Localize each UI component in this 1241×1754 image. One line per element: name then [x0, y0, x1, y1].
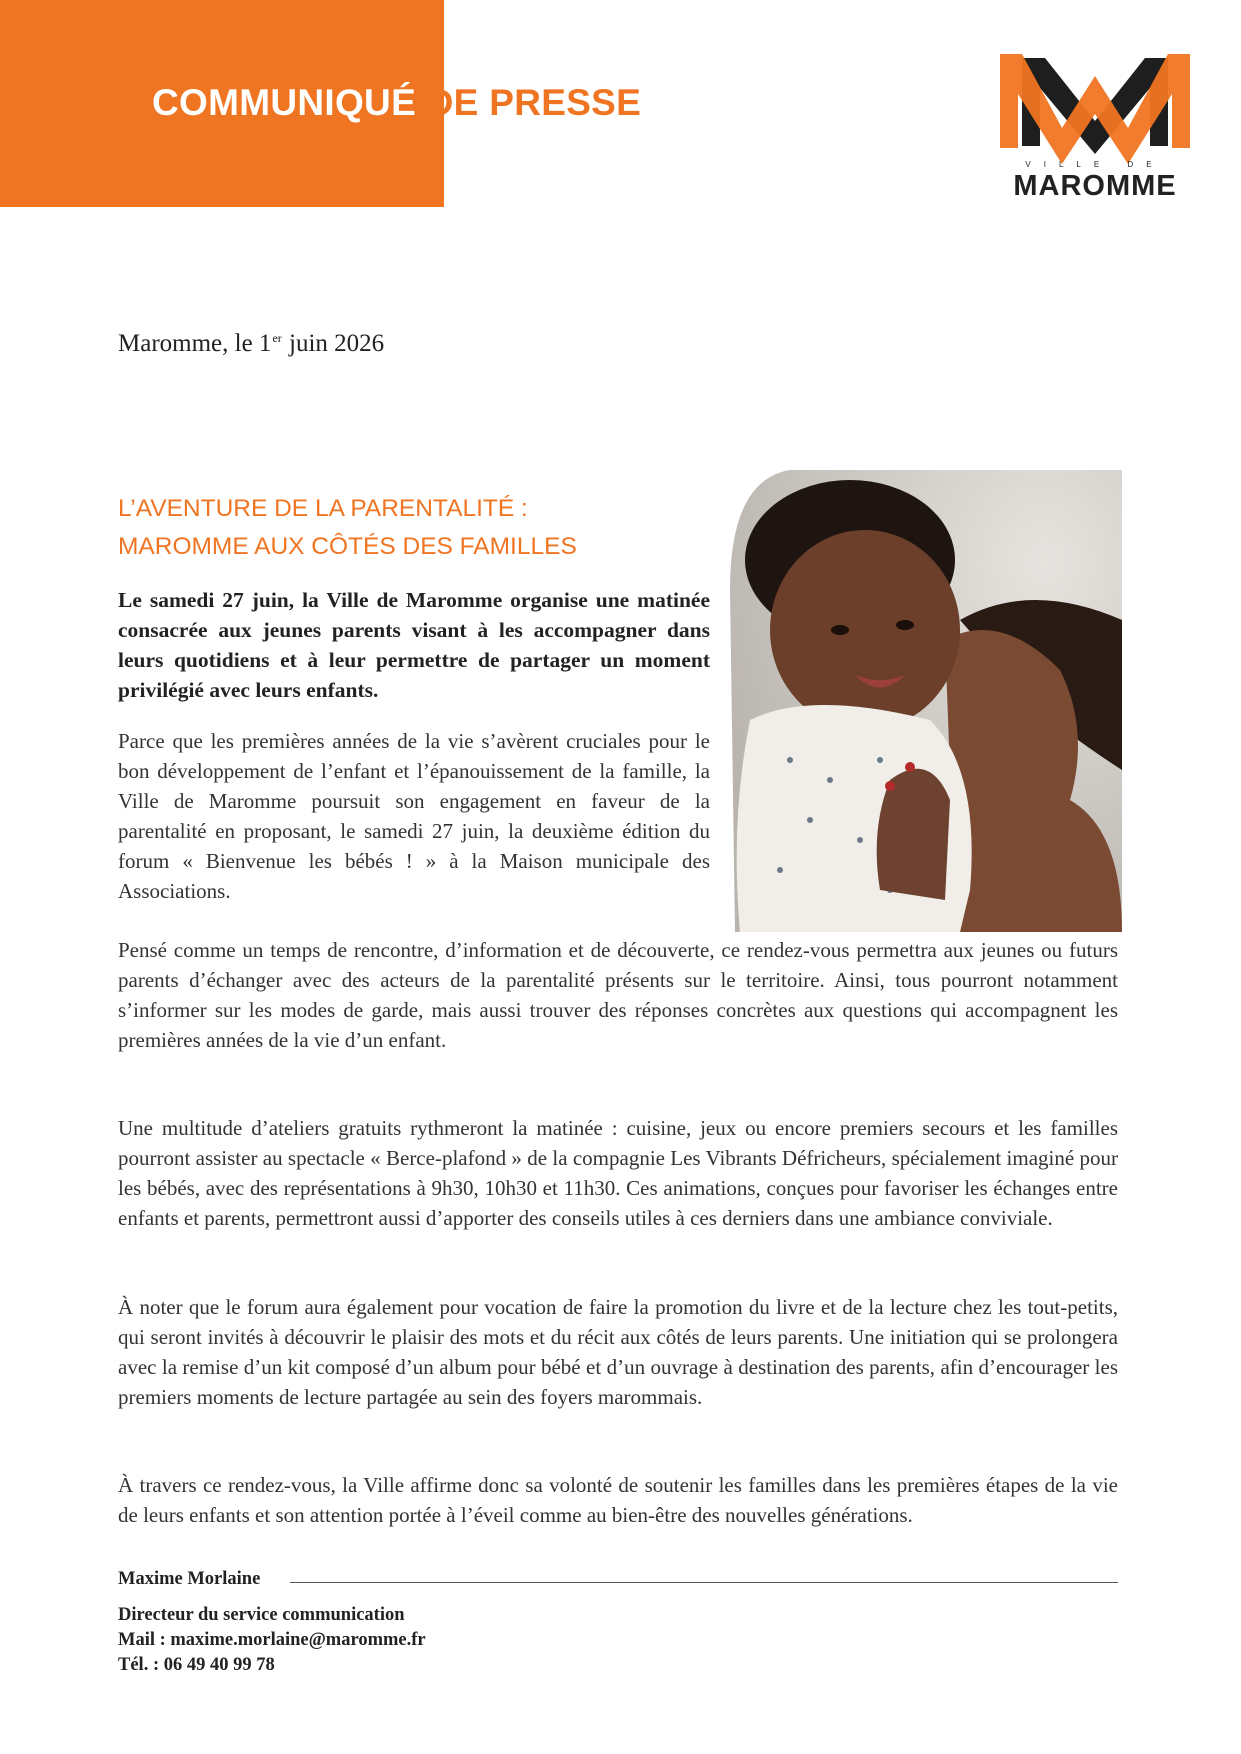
signature-divider	[290, 1582, 1118, 1583]
paragraph-1: Parce que les premières années de la vie s’avèrent cruciales pour le bon développement de l’enfant et l’épanouissement de la famille, la Ville de Maromme poursuit son engagement en faveur de la parentalité en proposant, le samedi 27 juin, la deuxième édition du forum « Bienvenue les bébés ! » à la Maison municipale des Associations.	[118, 729, 710, 903]
contact-phone[interactable]: Tél. : 06 49 40 99 78	[118, 1655, 275, 1675]
headline-line-2: MAROMME AUX CÔTÉS DES FAMILLES	[118, 533, 577, 560]
headline-line-1: L’AVENTURE DE LA PARENTALITÉ :	[118, 495, 528, 522]
lead-paragraph: Le samedi 27 juin, la Ville de Maromme organise une matinée consacrée aux jeunes parents visant à les accompagner dans leurs quotidiens et à leur permettre de partager un moment privilégié avec leurs enfants.	[118, 588, 710, 702]
contact-role: Directeur du service communication	[118, 1605, 405, 1625]
logo-subtitle: VILLE DE	[1025, 160, 1165, 169]
dateline-suffix: juin 2026	[282, 330, 385, 357]
title-part-1: COMMUNIQUÉ	[152, 82, 417, 123]
headline	[118, 490, 577, 566]
logo-name: MAROMME	[1013, 170, 1177, 202]
contact-mail[interactable]: Mail : maxime.morlaine@maromme.fr	[118, 1630, 426, 1650]
document-title	[152, 82, 641, 124]
title-part-2: DE PRESSE	[426, 82, 642, 123]
paragraph-4: À noter que le forum aura également pour vocation de faire la promotion du livre et de la lecture chez les tout-petits, qui seront invités à découvrir le plaisir des mots et du récit aux côtés de leurs parents. Une initiation qui se prolongera avec la remise d’un kit composé d’un album pour bébé et d’un ouvrage à destination des parents, afin d’encourager les premiers moments de lecture partagée au sein des foyers marommais.	[118, 1295, 1118, 1409]
paragraph-2: Pensé comme un temps de rencontre, d’information et de découverte, ce rendez-vous permettra aux jeunes ou futurs parents d’échanger avec des acteurs de la parentalité présents sur le territoire. Ainsi, tous pourront notamment s’informer sur les modes de garde, mais aussi trouver des réponses concrètes aux questions qui accompagnent les premières années de la vie d’un enfant.	[118, 938, 1118, 1052]
dateline-prefix: Maromme, le 1	[118, 330, 272, 357]
contact-name: Maxime Morlaine	[118, 1569, 261, 1589]
dateline-superscript: er	[272, 331, 282, 345]
paragraph-3: Une multitude d’ateliers gratuits rythmeront la matinée : cuisine, jeux ou encore premiers secours et les familles pourront assister au spectacle « Berce-plafond » de la compagnie Les Vibrants Défricheurs, spécialement imaginé pour les bébés, avec des représentations à 9h30, 10h30 et 11h30. Ces animations, conçues pour favoriser les échanges entre enfants et parents, permettront aussi d’apporter des conseils utiles à ces derniers dans une ambiance conviviale.	[118, 1116, 1118, 1230]
dateline	[118, 330, 384, 358]
contact-block	[118, 1603, 426, 1678]
mother-kissing-baby-photo	[730, 470, 1122, 932]
paragraph-5: À travers ce rendez-vous, la Ville affirme donc sa volonté de soutenir les familles dans les premières étapes de la vie de leurs enfants et son attention portée à l’éveil comme au bien-être des nouvelles générations.	[118, 1473, 1118, 1527]
